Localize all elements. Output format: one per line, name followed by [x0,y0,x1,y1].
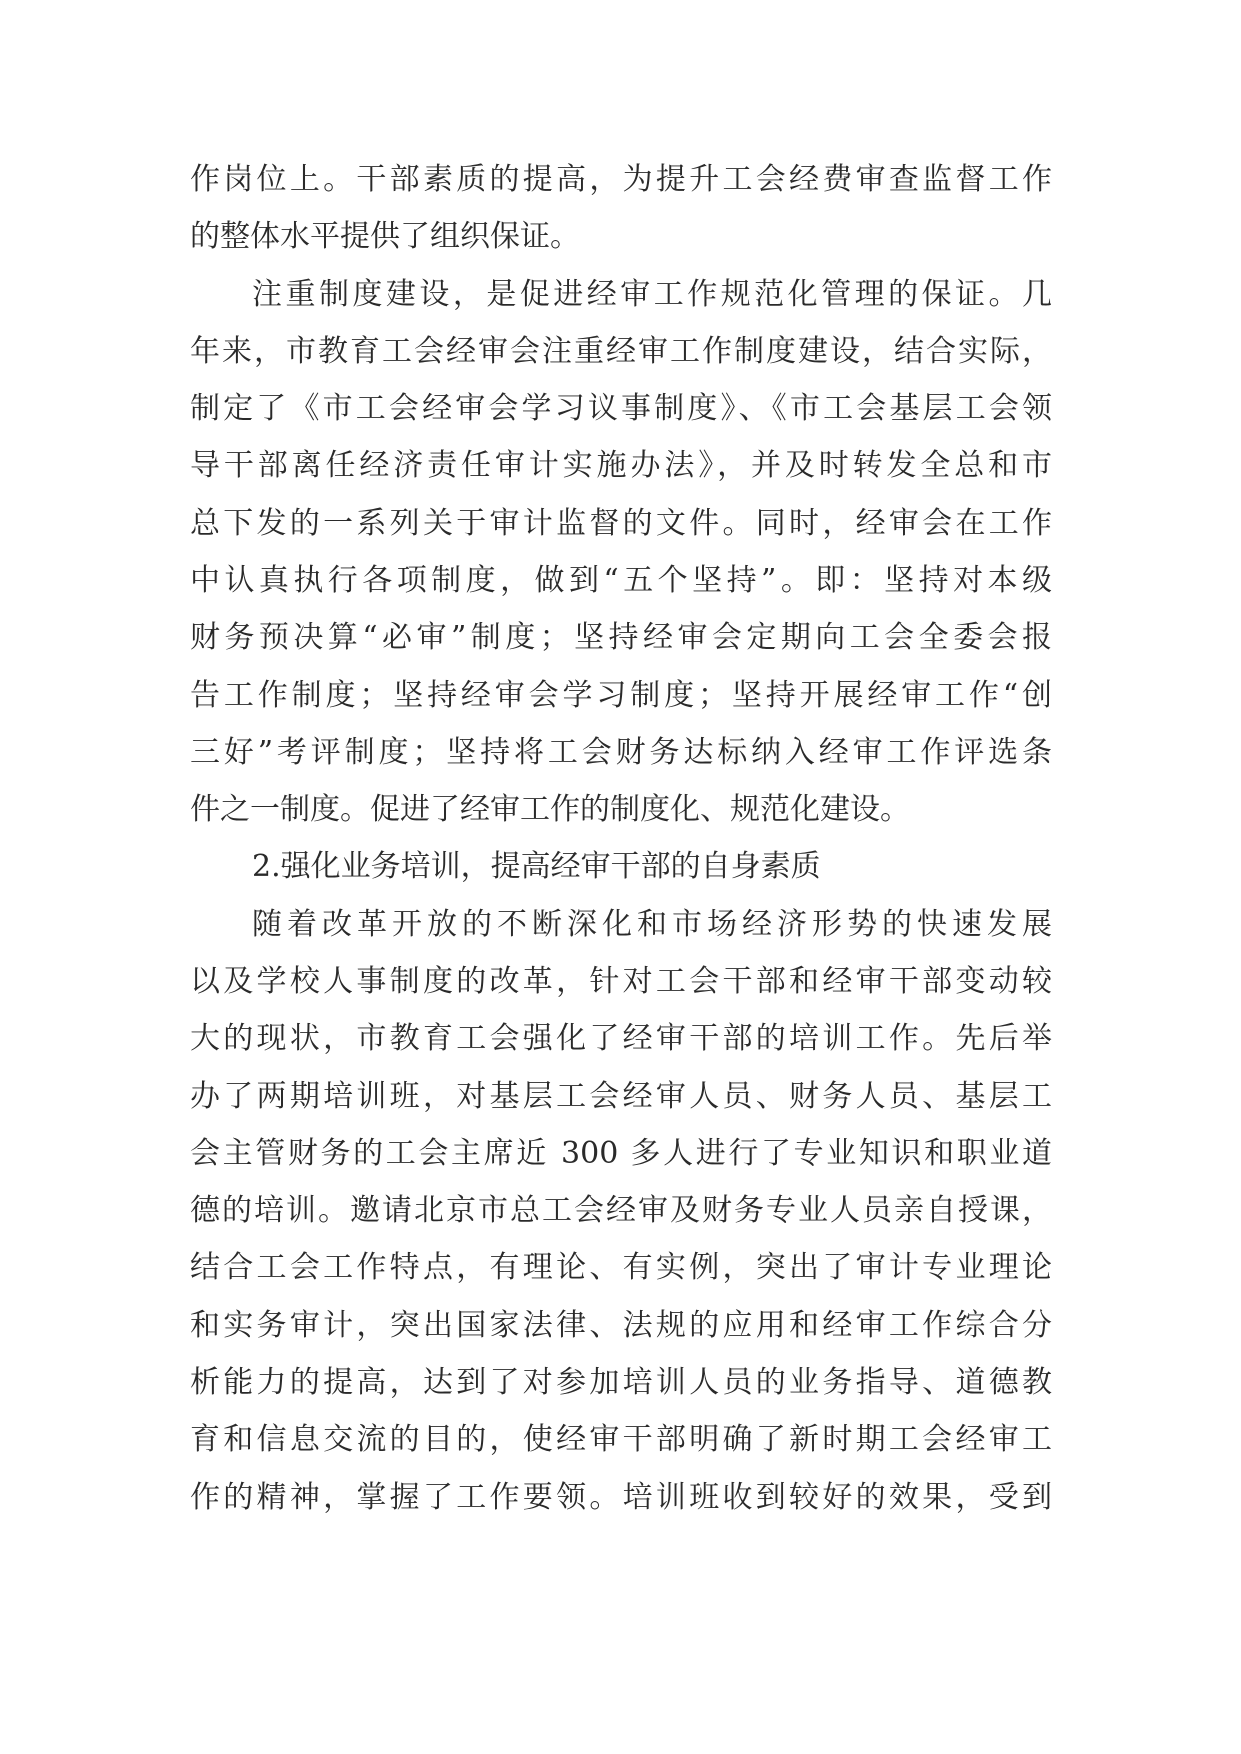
text-line: 件之一制度。促进了经审工作的制度化、规范化建设。 [190,792,910,827]
text-line: 作的精神，掌握了工作要领。培训班收到较好的效果，受到 [190,1480,1052,1515]
text-line: 办了两期培训班，对基层工会经审人员、财务人员、基层工 [190,1079,1052,1114]
text-line: 析能力的提高，达到了对参加培训人员的业务指导、道德教 [190,1365,1052,1400]
text-line: 告工作制度；坚持经审会学习制度；坚持开展经审工作“创 [190,678,1052,713]
text-line: 注重制度建设，是促进经审工作规范化管理的保证。几 [252,277,1052,312]
text-line: 以及学校人事制度的改革，针对工会干部和经审干部变动较 [190,964,1052,999]
section-heading: 2.强化业务培训，提高经审干部的自身素质 [252,849,821,884]
text-line: 随着改革开放的不断深化和市场经济形势的快速发展 [252,907,1052,942]
text-line: 三好”考评制度；坚持将工会财务达标纳入经审工作评选条 [190,735,1052,770]
text-line: 的整体水平提供了组织保证。 [190,219,580,254]
text-line: 作岗位上。干部素质的提高，为提升工会经费审查监督工作 [190,162,1052,197]
text-line: 德的培训。邀请北京市总工会经审及财务专业人员亲自授课， [190,1193,1052,1228]
text-line: 结合工会工作特点，有理论、有实例，突出了审计专业理论 [190,1250,1052,1285]
text-line: 和实务审计，突出国家法律、法规的应用和经审工作综合分 [190,1308,1052,1343]
text-line: 财务预决算“必审”制度；坚持经审会定期向工会全委会报 [190,620,1052,655]
text-line: 大的现状，市教育工会强化了经审干部的培训工作。先后举 [190,1021,1052,1056]
text-line: 会主管财务的工会主席近 300 多人进行了专业知识和职业道 [190,1136,1052,1171]
text-line: 导干部离任经济责任审计实施办法》，并及时转发全总和市 [190,448,1052,483]
text-line: 育和信息交流的目的，使经审干部明确了新时期工会经审工 [190,1422,1052,1457]
text-line: 总下发的一系列关于审计监督的文件。同时，经审会在工作 [190,506,1052,541]
text-line: 年来，市教育工会经审会注重经审工作制度建设，结合实际， [190,334,1052,369]
text-line: 制定了《市工会经审会学习议事制度》、《市工会基层工会领 [190,391,1052,426]
text-line: 中认真执行各项制度，做到“五个坚持”。即：坚持对本级 [190,563,1052,598]
